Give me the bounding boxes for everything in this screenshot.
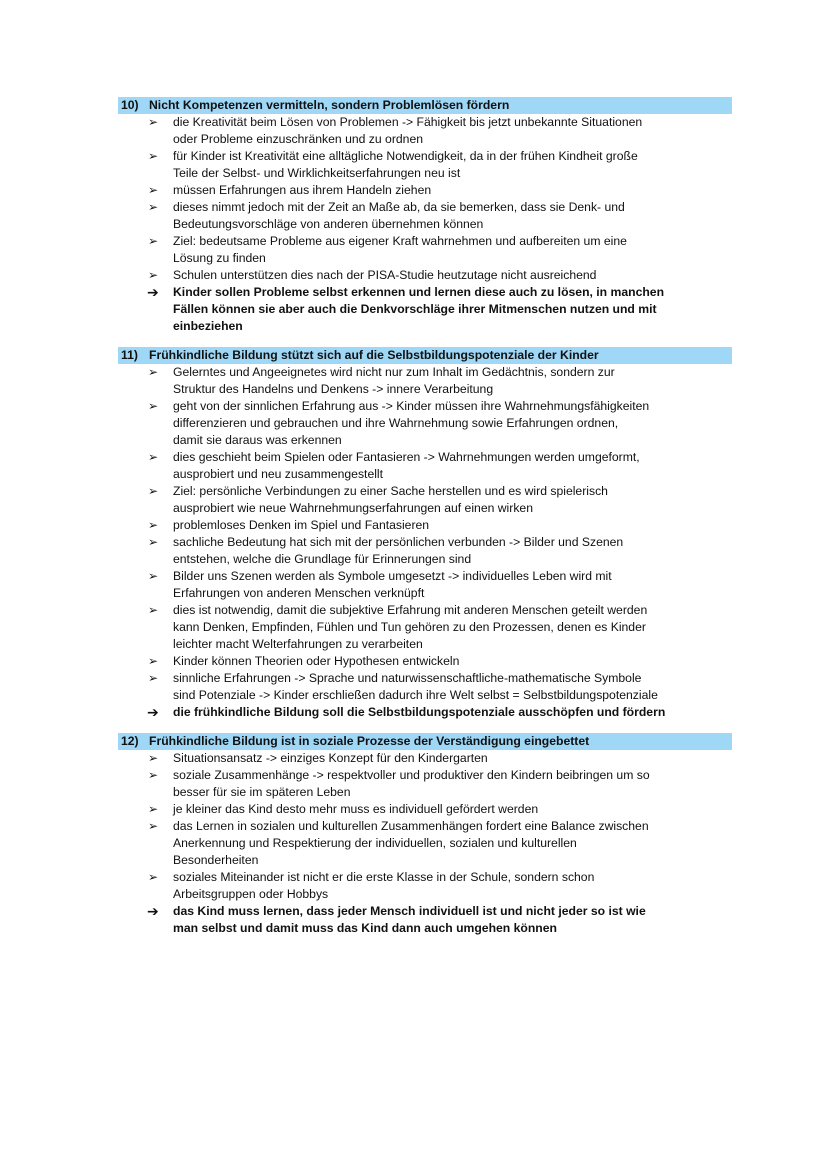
text-line: soziale Zusammenhänge -> respektvoller und produktiver den Kindern beibringen um so (173, 768, 650, 782)
arrowhead-bullet-icon: ➢ (148, 484, 159, 498)
text-line: müssen Erfahrungen aus ihrem Handeln ziehen (173, 183, 432, 197)
text-line: differenzieren und gebrauchen und ihre Wahrnehmung sowie Erfahrungen ordnen, (173, 416, 619, 430)
arrowhead-bullet-icon: ➢ (148, 450, 159, 464)
section-heading (118, 733, 732, 750)
list-item (118, 818, 732, 869)
list-item (118, 398, 732, 449)
conclusion-item (118, 284, 732, 335)
list-item (118, 449, 732, 483)
bullet-list (118, 750, 732, 937)
text-line: man selbst und damit muss das Kind dann auch umgehen können (173, 921, 557, 935)
arrowhead-bullet-icon: ➢ (148, 399, 159, 413)
text-line: Fällen können sie aber auch die Denkvorschläge ihrer Mitmenschen nutzen und mit (173, 302, 657, 316)
text-line: leichter macht Welterfahrungen zu verarbeiten (173, 637, 423, 651)
text-line: ausprobiert wie neue Wahrnehmungserfahrungen auf einen wirken (173, 501, 533, 515)
bold-arrow-icon: ➔ (147, 704, 159, 720)
arrowhead-bullet-icon: ➢ (148, 671, 159, 685)
arrowhead-bullet-icon: ➢ (148, 870, 159, 884)
arrowhead-bullet-icon: ➢ (148, 200, 159, 214)
arrowhead-bullet-icon: ➢ (148, 768, 159, 782)
list-item (118, 750, 732, 767)
text-line: dies ist notwendig, damit die subjektive Erfahrung mit anderen Menschen geteilt werden (173, 603, 648, 617)
text-line: oder Probleme einzuschränken und zu ordnen (173, 132, 424, 146)
section-number: 12) (121, 734, 139, 748)
section-heading (118, 97, 732, 114)
text-line: Kinder können Theorien oder Hypothesen entwickeln (173, 654, 460, 668)
arrowhead-bullet-icon: ➢ (148, 183, 159, 197)
arrowhead-bullet-icon: ➢ (148, 751, 159, 765)
text-line: einbeziehen (173, 319, 243, 333)
section-number: 11) (121, 348, 138, 362)
list-item (118, 199, 732, 233)
arrowhead-bullet-icon: ➢ (148, 535, 159, 549)
list-item (118, 568, 732, 602)
list-item (118, 801, 732, 818)
text-line: Struktur des Handelns und Denkens -> innere Verarbeitung (173, 382, 494, 396)
text-line: für Kinder ist Kreativität eine alltägliche Notwendigkeit, da in der frühen Kindheit große (173, 149, 638, 163)
section-11 (118, 347, 732, 721)
text-line: Schulen unterstützen dies nach der PISA-Studie heutzutage nicht ausreichend (173, 268, 597, 282)
list-item (118, 534, 732, 568)
arrowhead-bullet-icon: ➢ (148, 149, 159, 163)
text-line: Gelerntes und Angeeignetes wird nicht nur zum Inhalt im Gedächtnis, sondern zur (173, 365, 615, 379)
text-line: Situationsansatz -> einziges Konzept für den Kindergarten (173, 751, 488, 765)
conclusion-item (118, 704, 732, 721)
section-heading (118, 347, 732, 364)
arrowhead-bullet-icon: ➢ (148, 603, 159, 617)
text-line: problemloses Denken im Spiel und Fantasieren (173, 518, 430, 532)
arrowhead-bullet-icon: ➢ (148, 234, 159, 248)
text-line: ausprobiert und neu zusammengestellt (173, 467, 384, 481)
text-line: besser für sie im späteren Leben (173, 785, 351, 799)
list-item (118, 869, 732, 903)
text-line: Erfahrungen von anderen Menschen verknüpft (173, 586, 425, 600)
text-line: Bilder uns Szenen werden als Symbole umgesetzt -> individuelles Leben wird mit (173, 569, 612, 583)
section-number: 10) (121, 98, 139, 112)
section-title: Frühkindliche Bildung ist in soziale Prozesse der Verständigung eingebettet (149, 734, 590, 748)
list-item (118, 114, 732, 148)
list-item (118, 602, 732, 653)
arrowhead-bullet-icon: ➢ (148, 268, 159, 282)
list-item (118, 670, 732, 704)
section-title: Frühkindliche Bildung stützt sich auf die Selbstbildungspotenziale der Kinder (149, 348, 599, 362)
text-line: die Kreativität beim Lösen von Problemen -> Fähigkeit bis jetzt unbekannte Situationen (173, 115, 643, 129)
text-line: kann Denken, Empfinden, Fühlen und Tun gehören zu den Prozessen, denen es Kinder (173, 620, 646, 634)
section-title: Nicht Kompetenzen vermitteln, sondern Problemlösen fördern (149, 98, 510, 112)
text-line: Anerkennung und Respektierung der individuellen, sozialen und kulturellen (173, 836, 577, 850)
text-line: sinnliche Erfahrungen -> Sprache und naturwissenschaftliche-mathematische Symbole (173, 671, 642, 685)
arrowhead-bullet-icon: ➢ (148, 115, 159, 129)
list-item (118, 653, 732, 670)
section-12 (118, 733, 732, 937)
list-item (118, 267, 732, 284)
arrowhead-bullet-icon: ➢ (148, 518, 159, 532)
text-line: das Lernen in sozialen und kulturellen Zusammenhängen fordert eine Balance zwischen (173, 819, 649, 833)
arrowhead-bullet-icon: ➢ (148, 802, 159, 816)
list-item (118, 233, 732, 267)
text-line: Ziel: persönliche Verbindungen zu einer Sache herstellen und es wird spielerisch (173, 484, 608, 498)
text-line: das Kind muss lernen, dass jeder Mensch individuell ist und nicht jeder so ist wie (173, 904, 646, 918)
bullet-list (118, 364, 732, 721)
arrowhead-bullet-icon: ➢ (148, 654, 159, 668)
conclusion-item (118, 903, 732, 937)
list-item (118, 483, 732, 517)
text-line: sind Potenziale -> Kinder erschließen dadurch ihre Welt selbst = Selbstbildungspotenziale (173, 688, 658, 702)
list-item (118, 517, 732, 534)
text-line: die frühkindliche Bildung soll die Selbstbildungspotenziale ausschöpfen und fördern (173, 705, 666, 719)
text-line: sachliche Bedeutung hat sich mit der persönlichen verbunden -> Bilder und Szenen (173, 535, 624, 549)
text-line: Lösung zu finden (173, 251, 266, 265)
text-line: dieses nimmt jedoch mit der Zeit an Maße ab, da sie bemerken, dass sie Denk- und (173, 200, 625, 214)
text-line: entstehen, welche die Grundlage für Erinnerungen sind (173, 552, 472, 566)
text-line: damit sie daraus was erkennen (173, 433, 342, 447)
text-line: Bedeutungsvorschläge von anderen übernehmen können (173, 217, 484, 231)
text-line: je kleiner das Kind desto mehr muss es individuell gefördert werden (173, 802, 539, 816)
arrowhead-bullet-icon: ➢ (148, 365, 159, 379)
text-line: Teile der Selbst- und Wirklichkeitserfahrungen neu ist (173, 166, 461, 180)
section-10 (118, 97, 732, 335)
list-item (118, 182, 732, 199)
arrowhead-bullet-icon: ➢ (148, 569, 159, 583)
text-line: soziales Miteinander ist nicht er die erste Klasse in der Schule, sondern schon (173, 870, 595, 884)
list-item (118, 148, 732, 182)
text-line: Arbeitsgruppen oder Hobbys (173, 887, 329, 901)
text-line: geht von der sinnlichen Erfahrung aus -> Kinder müssen ihre Wahrnehmungsfähigkeiten (173, 399, 650, 413)
text-line: dies geschieht beim Spielen oder Fantasieren -> Wahrnehmungen werden umgeformt, (173, 450, 640, 464)
list-item (118, 767, 732, 801)
text-line: Kinder sollen Probleme selbst erkennen und lernen diese auch zu lösen, in manchen (173, 285, 665, 299)
bullet-list (118, 114, 732, 335)
bold-arrow-icon: ➔ (147, 903, 159, 919)
bold-arrow-icon: ➔ (147, 284, 159, 300)
text-line: Besonderheiten (173, 853, 259, 867)
text-line: Ziel: bedeutsame Probleme aus eigener Kraft wahrnehmen und aufbereiten um eine (173, 234, 627, 248)
list-item (118, 364, 732, 398)
arrowhead-bullet-icon: ➢ (148, 819, 159, 833)
